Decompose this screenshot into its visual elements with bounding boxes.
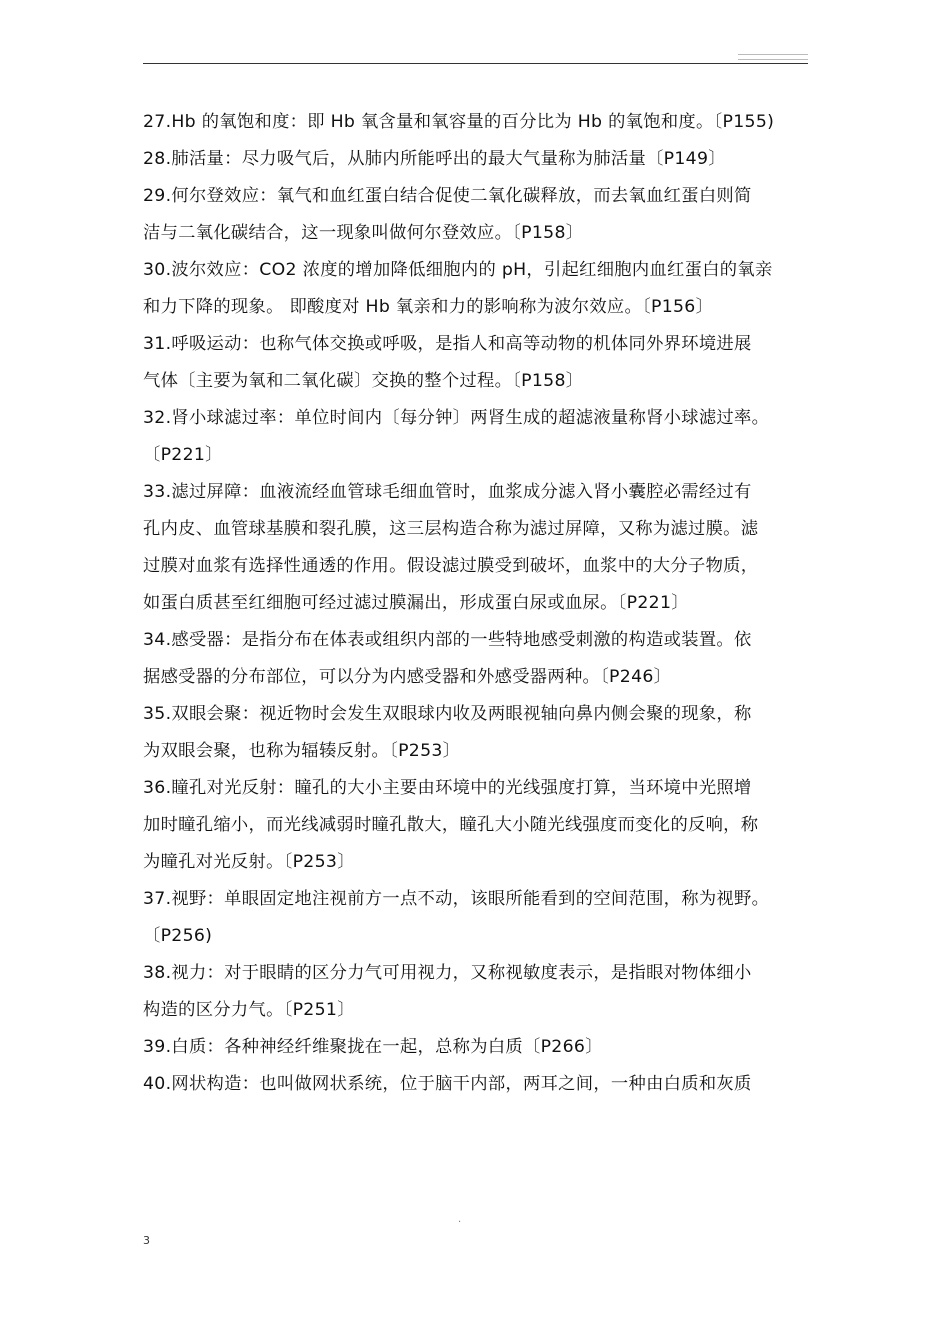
text-line: 40.网状构造：也叫做网状系统，位于脑干内部，两耳之间，一种由白质和灰质	[143, 1074, 752, 1094]
page-number: 3	[143, 1234, 150, 1247]
text-line: 和力下降的现象。 即酸度对 Hb 氧亲和力的影响称为波尔效应。〔P156〕	[143, 297, 714, 317]
text-line: 〔P221〕	[143, 445, 223, 465]
text-line: 38.视力：对于眼睛的区分力气可用视力，又称视敏度表示，是指眼对物体细小	[143, 963, 752, 983]
text-line: 如蛋白质甚至红细胞可经过滤过膜漏出，形成蛋白尿或血尿。〔P221〕	[143, 593, 689, 613]
text-line: 〔P256)	[143, 926, 213, 946]
text-line: 39.白质：各种神经纤维聚拢在一起，总称为白质〔P266〕	[143, 1037, 603, 1057]
text-line: 30.波尔效应：CO2 浓度的增加降低细胞内的 pH，引起红细胞内血红蛋白的氧亲	[143, 260, 773, 280]
text-line: 构造的区分力气。〔P251〕	[143, 1000, 355, 1020]
text-line: 洁与二氧化碳结合，这一现象叫做何尔登效应。〔P158〕	[143, 223, 584, 243]
text-line: 34.感受器：是指分布在体表或组织内部的一些特地感受刺激的构造或装置。依	[143, 630, 752, 650]
footer-center-mark: .	[458, 1214, 462, 1225]
text-line: 37.视野：单眼固定地注视前方一点不动，该眼所能看到的空间范围，称为视野。	[143, 889, 770, 909]
text-line: 气体〔主要为氧和二氧化碳〕交换的整个过程。〔P158〕	[143, 371, 584, 391]
header-rule	[143, 63, 808, 64]
text-line: 为瞳孔对光反射。〔P253〕	[143, 852, 355, 872]
document-body	[143, 104, 815, 1103]
text-line: 28.肺活量：尽力吸气后，从肺内所能呼出的最大气量称为肺活量〔P149〕	[143, 149, 726, 169]
text-line: 36.瞳孔对光反射：瞳孔的大小主要由环境中的光线强度打算，当环境中光照增	[143, 778, 752, 798]
text-line: 27.Hb 的氧饱和度：即 Hb 氧含量和氧容量的百分比为 Hb 的氧饱和度。〔P155)	[143, 112, 775, 132]
text-line: 32.肾小球滤过率：单位时间内〔每分钟〕两肾生成的超滤液量称肾小球滤过率。	[143, 408, 770, 428]
text-line: 过膜对血浆有选择性通透的作用。假设滤过膜受到破坏，血浆中的大分子物质，	[143, 556, 759, 576]
text-line: 为双眼会聚，也称为辐辏反射。〔P253〕	[143, 741, 461, 761]
text-line: 孔内皮、血管球基膜和裂孔膜，这三层构造合称为滤过屏障，又称为滤过膜。滤	[143, 519, 759, 539]
text-line: 33.滤过屏障：血液流经血管球毛细血管时，血浆成分滤入肾小囊腔必需经过有	[143, 482, 752, 502]
text-line: 31.呼吸运动：也称气体交换或呼吸，是指人和高等动物的机体同外界环境进展	[143, 334, 752, 354]
text-line: 29.何尔登效应：氧气和血红蛋白结合促使二氧化碳释放，而去氧血红蛋白则简	[143, 186, 752, 206]
text-line: 据感受器的分布部位，可以分为内感受器和外感受器两种。〔P246〕	[143, 667, 672, 687]
text-line: 加时瞳孔缩小，而光线减弱时瞳孔散大，瞳孔大小随光线强度而变化的反响，称	[143, 815, 759, 835]
header-decoration	[738, 54, 808, 60]
text-line: 35.双眼会聚：视近物时会发生双眼球内收及两眼视轴向鼻内侧会聚的现象，称	[143, 704, 752, 724]
